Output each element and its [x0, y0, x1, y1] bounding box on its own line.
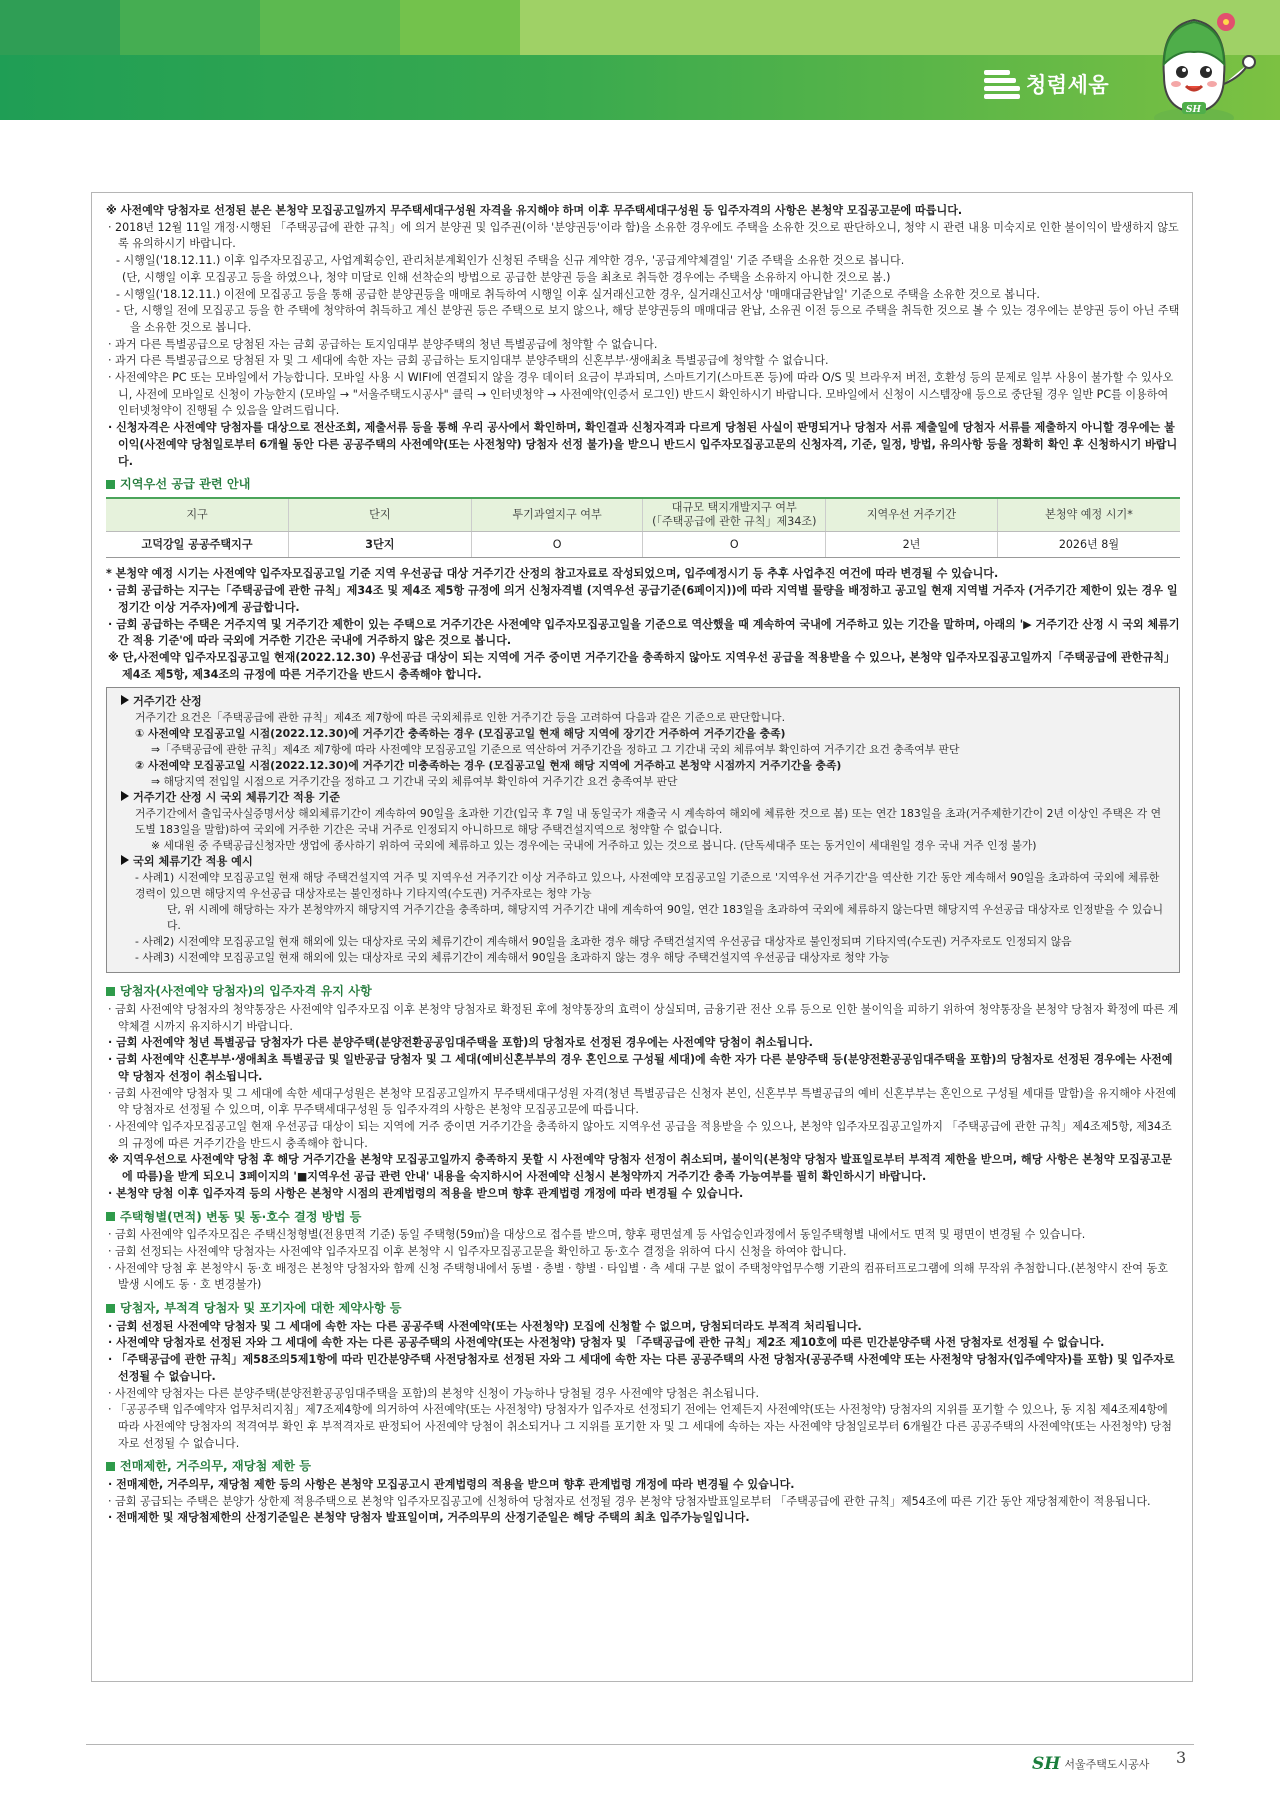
- table-cell: O: [643, 532, 826, 558]
- triangle-bullet-icon: [121, 855, 129, 865]
- intro-bullet-5: · 신청자격은 사전예약 당첨자를 대상으로 전산조회, 제출서류 등을 통해 우리 공사에서 확인하며, 확인결과 신청자격과 다르게 당첨된 사실이 판명되거나 당첨자 서류 제출일에 당첨자 서류를 제출하지 아니할 경우에는 불이익(사전예약 당첨일로부터 6개월 동안 다른 공공주택의 사전예약(또는 사전청약) 당첨자 선정 불가)을 받으니 반드시 입주자모집공고문의 신청자격, 기준, 일정, 방법, 유의사항 등을 정확히 확인 후 신청하시기 바랍니다.: [108, 421, 1178, 468]
- table-header: 투기과열지구 여부: [471, 498, 643, 532]
- intro-bullet-4: · 사전예약은 PC 또는 모바일에서 가능합니다. 모바일 사용 시 WIFI에 연결되지 않을 경우 데이터 요금이 부과되며, 스마트기기(스마트폰 등)에 따라 O/S 및 브라우저 버전, 호환성 등의 문제로 일부 사용이 불가할 수 있사오니, 사전에 모바일로 신청이 가능한지 (모바일 → "서울주택도시공사" 클릭 → 인터넷청약 → 사전예약(인증서 로그인) 반드시 확인하시기 바랍니다. 모바일에서 신청이 시스템장애 등으로 중단될 경우 일반 PC를 이용하여 인터넷청약이 진행될 수 있음을 알려드립니다.: [108, 371, 1174, 418]
- table-header: 지역우선 거주기간: [826, 498, 998, 532]
- page-number: 3: [1176, 1748, 1187, 1767]
- keep-line: · 본청약 당첨 이후 입주자격 등의 사항은 본청약 시점의 관계법령의 적용을 받으며 향후 관계법령 개정에 따라 변경될 수 있습니다.: [108, 1186, 744, 1200]
- section-resale-title: 전매제한, 거주의무, 재당첨 제한 등: [106, 1458, 1180, 1475]
- table-cell: 고덕강일 공공주택지구: [106, 532, 289, 558]
- integrity-logo: [984, 66, 1109, 102]
- box-line: ① 사전예약 모집공고일 시점(2022.12.30)에 거주기간 충족하는 경우 (모집공고일 현재 해당 지역에 장기간 거주하여 거주기간을 충족): [135, 727, 786, 741]
- intro-notice: ※ 사전예약 당첨자로 선정된 분은 본청약 모집공고일까지 무주택세대구성원 자격을 유지해야 하며 이후 무주택세대구성원 등 입주자격의 사항은 본청약 모집공고문에 따릅니다.: [106, 204, 963, 217]
- region-table: [106, 497, 1180, 559]
- table-cell: 2년: [826, 532, 998, 558]
- box-line: 단, 위 시례에 해당하는 자가 본청약까지 해당지역 거주기간을 충족하며, 해당지역 거주기간 내에 계속하여 90일, 연간 183일을 초과하여 국외에 체류하지 않는다면 해당지역 우선공급 대상자로 인정받을 수 있습니다.: [167, 903, 1164, 933]
- table-header: 본청약 예정 시기*: [997, 498, 1180, 532]
- footer-org-name: 서울주택도시공사: [1064, 1758, 1150, 1771]
- keep-line: · 금회 사전예약 청년 특별공급 당첨자가 다른 분양주택(분양전환공공임대주택을 포함)의 당첨자로 선정된 경우에는 사전예약 당첨이 취소됩니다.: [108, 1036, 813, 1050]
- square-bullet-icon: [106, 480, 115, 489]
- box-heading-1: 거주기간 산정: [121, 694, 1169, 710]
- table-header: 지구: [106, 498, 289, 532]
- restrict-line: · 「주택공급에 관한 규칙」제58조의5제1항에 따라 민간분양주택 사전당첨자로 선정된 자와 그 세대에 속한 자는 다른 공공주택의 사전 당첨자(공공주택 사전예약 또는 사전청약 당첨자(입주예약자)를 포함) 및 입주자로 선정될 수 없습니다.: [108, 1353, 1175, 1383]
- footer-logo: [1032, 1754, 1149, 1774]
- box-line: ⇒ 해당지역 전입일 시점으로 거주기간을 정하고 그 기간내 국외 체류여부 확인하여 거주기간 요건 충족여부 판단: [151, 775, 678, 789]
- box-line: 거주기간 요건은「주택공급에 관한 규칙」제4조 제7항에 따른 국외체류로 인한 거주기간 등을 고려하여 다음과 같은 기준으로 판단합니다.: [135, 711, 786, 725]
- intro-sub-1-note: (단, 시행일 이후 모집공고 등을 하였으나, 청약 미달로 인해 선착순의 방법으로 공급한 분양권 등을 최초로 취득한 경우에는 주택을 소유하지 아니한 것으로 봄.): [122, 270, 891, 284]
- table-cell: 2026년 8월: [997, 532, 1180, 558]
- footer-divider: [86, 1744, 1194, 1745]
- region-bullet-3: ※ 단,사전예약 입주자모집공고일 현재(2022.12.30) 우선공급 대상이 되는 지역에 거주 중이면 거주기간을 충족하지 않아도 지역우선 공급을 적용받을 수 있으나, 본청약 입주자모집공고일까지「주택공급에 관한규칙」제4조 제5항, 제34조의 규정에 따른 거주기간을 반드시 충족해야 합니다.: [108, 650, 1176, 681]
- triangle-bullet-icon: [121, 695, 129, 705]
- square-bullet-icon: [106, 987, 115, 996]
- intro-bullet-3: · 과거 다른 특별공급으로 당첨된 자 및 그 세대에 속한 자는 금회 공급하는 토지임대부 분양주택의 신혼부부·생애최초 특별공급에 청약할 수 없습니다.: [108, 354, 829, 368]
- box-line: ② 사전예약 모집공고일 시점(2022.12.30)에 거주기간 미충족하는 경우 (모집공고일 현재 해당 지역에 거주하고 본청약 시점까지 거주기간을 충족): [135, 759, 842, 773]
- keep-line: · 금회 사전예약 당첨자 및 그 세대에 속한 세대구성원은 본청약 모집공고일까지 무주택세대구성원 자격(청년 특별공급은 신청자 본인, 신혼부부 특별공급의 예비 신혼부부는 혼인으로 구성될 세대를 말함)을 유지해야 사전예약 당첨자로 선정될 수 있으며, 이후 무주택세대구성원 등 입주자격의 사항은 본청약 모집공고문에 따릅니다.: [108, 1086, 1177, 1117]
- section-restrict-title: 당첨자, 부적격 당첨자 및 포기자에 대한 제약사항 등: [106, 1300, 1180, 1317]
- square-bullet-icon: [106, 1212, 115, 1221]
- box-line: - 사례3) 시전예약 모집공고일 현재 해외에 있는 대상자로 국외 체류기간이 계속해서 90일을 초과하지 않는 경우 해당 주택건설지역 우선공급 대상자로 청약 가능: [135, 951, 890, 965]
- table-header: 대규모 택지개발지구 여부 (「주택공급에 관한 규칙」제34조): [643, 498, 826, 532]
- table-cell: 3단지: [289, 532, 472, 558]
- triangle-bullet-icon: [121, 791, 129, 801]
- residence-period-box: [106, 687, 1180, 973]
- section-region-title: 지역우선 공급 관련 안내: [106, 476, 1180, 493]
- intro-sub-2: - 시행일('18.12.11.) 이전에 모집공고 등을 통해 공급한 분양권등을 매매로 취득하여 시행일 이후 실거래신고한 경우, 실거래신고서상 '매매대금완납일' 기준으로 주택을 소유한 것으로 봅니다.: [116, 287, 1040, 301]
- box-line: - 사례2) 시전예약 모집공고일 현재 해외에 있는 대상자로 국외 체류기간이 계속해서 90일을 초과한 경우 해당 주택건설지역 우선공급 대상자로 불인정되며 기타지역(수도권) 거주자로도 인정되지 않음: [135, 935, 1072, 949]
- type-line: · 금회 선정되는 사전예약 당첨자는 사전예약 입주자모집 이후 본청약 시 입주자모집공고문을 확인하고 동·호수 결정을 위하여 다시 신청을 하여야 합니다.: [108, 1244, 847, 1258]
- intro-bullet-2: · 과거 다른 특별공급으로 당첨된 자는 금회 공급하는 토지임대부 분양주택의 청년 특별공급에 청약할 수 없습니다.: [108, 337, 658, 351]
- sh-logo-icon: SH: [1032, 1754, 1061, 1774]
- region-note: * 본청약 예정 시기는 사전예약 입주자모집공고일 기준 지역 우선공급 대상 거주기간 산정의 참고자료로 작성되었으며, 입주예정시기 등 추후 사업추진 여건에 따라 변경될 수 있습니다.: [106, 567, 999, 581]
- intro-sub-3: - 단, 시행일 전에 모집공고 등을 한 주택에 청약하여 취득하고 계신 분양권 등은 주택으로 보지 않으나, 해당 분양권등의 매매대금 완납, 소유권 이전 등으로 주택을 취득한 것으로 볼 수 있는 경우에는 분양권 등이 아닌 주택을 소유한 것으로 봅니다.: [116, 304, 1180, 334]
- mascot-badge: SH: [1186, 105, 1202, 115]
- resale-line: · 금회 공급되는 주택은 분양가 상한제 적용주택으로 본청약 입주자모집공고에 신청하여 당첨자로 선정될 경우 본청약 당첨자발표일로부터 「주택공급에 관한 규칙」제54조에 따른 기간 동안 재당첨제한이 적용됩니다.: [108, 1494, 1151, 1508]
- keep-line: · 금회 사전예약 신혼부부·생애최초 특별공급 및 일반공급 당첨자 및 그 세대(예비신혼부부의 경우 혼인으로 구성될 세대)에 속한 자가 다른 분양주택 등(분양전환공공임대주택을 포함)의 당첨자로 선정된 경우에는 사전예약 당첨자 선정이 취소됩니다.: [108, 1053, 1173, 1083]
- section-keep-title: 당첨자(사전예약 당첨자)의 입주자격 유지 사항: [106, 983, 1180, 1000]
- restrict-line: · 금회 선정된 사전예약 당첨자 및 그 세대에 속한 자는 다른 공공주택 사전예약(또는 사전청약) 모집에 신청할 수 없으며, 당첨되더라도 부적격 처리됩니다.: [108, 1319, 862, 1333]
- box-line: ※ 세대원 중 주택공급신청자만 생업에 종사하기 위하여 국외에 체류하고 있는 경우에는 국내에 거주하고 있는 것으로 봅니다. (단독세대주 또는 동거인이 세대원일 경우 국내 거주 인정 불가): [151, 839, 1037, 853]
- notice-content: [106, 203, 1180, 1527]
- keep-line: ※ 지역우선으로 사전예약 당첨 후 해당 거주기간을 본청약 모집공고일까지 충족하지 못할 시 사전예약 당첨자 선정이 취소되며, 불이익(본청약 당첨자 발표일로부터 부적격 제한을 받으며, 해당 사항은 본청약 모집공고문에 따름)을 받게 되오니 3페이지의 '■지역우선 공급 관련 안내' 내용을 숙지하시어 사전예약 신청시 본청약까지 거주기간 충족 가능여부를 필히 확인하시기 바랍니다.: [108, 1153, 1172, 1184]
- box-heading-2: 거주기간 산정 시 국외 체류기간 적용 기준: [121, 790, 1169, 806]
- table-row: [106, 532, 1180, 558]
- building-icon: [984, 66, 1020, 102]
- box-line: - 사례1) 시전예약 모집공고일 현재 해당 주택건설지역 거주 및 지역우선 거주기간 이상 거주하고 있으나, 사전예약 모집공고일 기준으로 '지역우선 거주기간'을 역산한 기간 동안 계속해서 90일을 초과하여 국외에 체류한 경력이 있으면 해당지역 우선공급 대상자로는 불인정하나 기타지역(수도권) 거주자로는 청약 가능: [135, 871, 1160, 901]
- intro-bullet-1: · 2018년 12월 11일 개정·시행된 「주택공급에 관한 규칙」에 의거 분양권 및 입주권(이하 '분양권등'이라 함)을 소유한 경우에도 주택을 소유한 것으로 판단하오니, 청약 시 관련 내용 미숙지로 인한 불이익이 발생하지 않도록 유의하시기 바랍니다.: [108, 220, 1179, 251]
- resale-line: · 전매제한 및 재당첨제한의 산정기준일은 본청약 당첨자 발표일이며, 거주의무의 산정기준일은 해당 주택의 최초 입주가능일입니다.: [108, 1511, 750, 1525]
- intro-sub-1: - 시행일('18.12.11.) 이후 입주자모집공고, 사업계획승인, 관리처분계획인가 신청된 주택을 신규 계약한 경우, '공급계약체결일' 기준 주택을 소유한 것으로 봅니다.: [116, 254, 905, 268]
- box-line: ⇒「주택공급에 관한 규칙」제4조 제7항에 따라 사전예약 모집공고일 기준으로 역산하여 거주기간을 정하고 그 기간내 국외 체류여부 확인하여 거주기간 요건 충족여부 판단: [151, 743, 960, 757]
- header-band: [0, 0, 1280, 120]
- table-header: 단지: [289, 498, 472, 532]
- restrict-line: · 사전예약 당첨자는 다른 분양주택(분양전환공공임대주택을 포함)의 본청약 신청이 가능하나 당첨될 경우 사전예약 당첨은 취소됩니다.: [108, 1386, 759, 1400]
- region-bullet-2: · 금회 공급하는 주택은 거주지역 및 거주기간 제한이 있는 주택으로 거주기간은 사전예약 입주자모집공고일을 기준으로 역산했을 때 계속하여 국내에 거주하고 있는 기간을 말하며, 아래의 '▶ 거주기간 산정 시 국외 체류기간 적용 기준'에 따라 국외에 거주한 기간은 국내에 거주하지 않은 것으로 봅니다.: [108, 617, 1180, 648]
- square-bullet-icon: [106, 1462, 115, 1471]
- resale-line: · 전매제한, 거주의무, 재당첨 제한 등의 사항은 본청약 모집공고시 관계법령의 적용을 받으며 향후 관계법령 개정에 따라 변경될 수 있습니다.: [108, 1478, 795, 1492]
- mascot-icon: [1130, 6, 1258, 120]
- table-cell: O: [471, 532, 643, 558]
- keep-line: · 금회 사전예약 당첨자의 청약통장은 사전예약 입주자모집 이후 본청약 당첨자로 확정된 후에 청약통장의 효력이 상실되며, 금융기관 전산 오류 등으로 인한 불이익을 피하기 위하여 청약통장을 본청약 당첨자 확정에 따른 계약체결 시까지 유지하시기 바랍니다.: [108, 1003, 1179, 1033]
- type-line: · 금회 사전예약 입주자모집은 주택신청형별(전용면적 기준) 동일 주택형(59㎡)을 대상으로 접수를 받으며, 향후 평면설계 등 사업승인과정에서 동일주택형별 내에서도 면적 및 평면이 변경될 수 있습니다.: [108, 1228, 1086, 1242]
- type-line: · 사전예약 당첨 후 본청약시 동·호 배정은 본청약 당첨자와 함께 신청 주택형내에서 동별 · 층별 · 향별 · 타입별 · 측 세대 구분 없이 주택청약업무수행 기관의 컴퓨터프로그램에 의해 무작위 추첨합니다.(본청약시 잔여 동호 발생 시에도 동 · 호 변경불가): [108, 1261, 1168, 1292]
- box-heading-3: 국외 체류기간 적용 예시: [121, 854, 1169, 870]
- square-bullet-icon: [106, 1304, 115, 1313]
- logo-text: 청렴세움: [1026, 73, 1110, 97]
- restrict-line: · 사전예약 당첨자로 선정된 자와 그 세대에 속한 자는 다른 공공주택의 사전예약(또는 사전청약) 당첨자 및 「주택공급에 관한 규칙」제2조 제10호에 따른 민간분양주택 사전 당첨자로 선정될 수 없습니다.: [108, 1336, 1105, 1350]
- region-bullet-1: · 금회 공급하는 지구는「주택공급에 관한 규칙」제34조 및 제4조 제5항 규정에 의거 신청자격별 (지역우선 공급기준(6페이지))에 따라 지역별 물량을 배정하고 공고일 현재 지역별 거주자 (거주기간 제한이 있는 경우 일정기간 이상 거주자)에게 공급합니다.: [108, 584, 1178, 614]
- restrict-line: · 「공공주택 입주예약자 업무처리지침」제7조제4항에 의거하여 사전예약(또는 사전청약) 당첨자가 입주자로 선정되기 전에는 언제든지 사전예약(또는 사전청약) 당첨자의 지위를 포기할 수 있으나, 동 지침 제4조제4항에 따라 사전예약 당첨자의 적격여부 확인 후 부적격자로 판정되어 사전예약 당첨이 취소되거나 그 지위를 포기한 자 및 그 세대에 속하는 자는 사전예약 당첨일로부터 6개월간 다른 공공주택의 사전예약(또는 사전청약) 당첨자로 선정될 수 없습니다.: [108, 1403, 1172, 1450]
- box-line: 거주기간에서 출입국사실증명서상 해외체류기간이 계속하여 90일을 초과한 기간(입국 후 7일 내 동일국가 재출국 시 계속하여 해외에 체류한 것으로 봄) 또는 연간 183일을 초과(거주제한기간이 2년 이상인 주택은 각 연도별 183일을 말함)하여 국외에 거주한 기간은 국내 거주로 인정되지 아니하므로 해당 주택건설지역으로 청약할 수 없습니다.: [135, 807, 1162, 837]
- keep-line: · 사전예약 입주자모집공고일 현재 우선공급 대상이 되는 지역에 거주 중이면 거주기간을 충족하지 않아도 지역우선 공급을 적용받을 수 있으나, 본청약 입주자모집공고일까지 「주택공급에 관한 규칙」제4조제5항, 제34조의 규정에 따른 거주기간을 반드시 충족해야 합니다.: [108, 1120, 1172, 1150]
- section-type-title: 주택형별(면적) 변동 및 동·호수 결정 방법 등: [106, 1209, 1180, 1226]
